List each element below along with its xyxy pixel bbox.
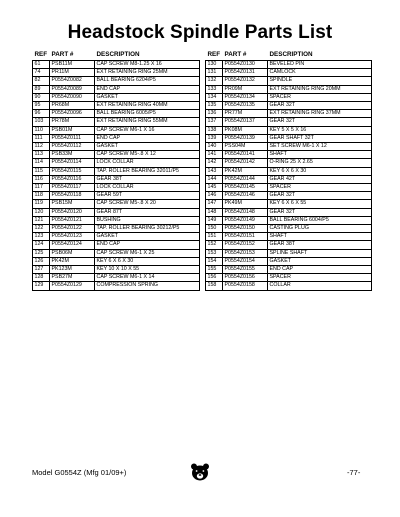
bear-head-icon [190,462,210,482]
table-row [33,257,200,265]
table-row [33,143,200,151]
part-number-cell: P0554Z0150 [223,225,268,233]
description-cell: LOCK COLLAR [95,184,200,192]
parts-table-left [32,51,200,291]
ref-cell: 148 [206,208,223,216]
table-row [33,151,200,159]
part-number-cell: PR09M [223,85,268,93]
part-number-cell: P0554Z0139 [223,134,268,142]
table-row [206,77,372,85]
ref-cell: 90 [33,93,50,101]
table-row [206,167,372,175]
description-cell: END CAP [95,85,200,93]
description-cell: CAP SCREW M6-1 X 16 [95,126,200,134]
ref-cell: 137 [206,118,223,126]
part-number-cell: PSB15M [50,200,95,208]
part-number-cell: PSS04M [223,143,268,151]
part-number-cell: PK42M [223,167,268,175]
ref-cell: 151 [206,233,223,241]
table-header [206,51,372,61]
table-row [33,85,200,93]
table-row [33,184,200,192]
table-row [33,266,200,274]
ref-cell: 124 [33,241,50,249]
ref-cell: 126 [33,257,50,265]
ref-cell: 141 [206,151,223,159]
ref-cell: 140 [206,143,223,151]
description-cell: GASKET [95,143,200,151]
table-row [206,266,372,274]
ref-cell: 155 [206,266,223,274]
description-cell: END CAP [95,241,200,249]
description-cell: GEAR 87T [95,208,200,216]
table-row [206,102,372,110]
table-row [206,143,372,151]
table-row [206,151,372,159]
description-cell: LOCK COLLAR [95,159,200,167]
description-cell: SPACER [268,274,372,282]
part-number-cell: P0554Z0118 [50,192,95,200]
part-number-cell: P0554Z0111 [50,134,95,142]
table-row [206,249,372,257]
table-row [33,216,200,224]
part-number-cell: P0554Z0151 [223,233,268,241]
ref-cell: 134 [206,93,223,101]
header-part: PART # [51,51,74,58]
table-row [33,102,200,110]
description-cell: GEAR 32T [268,102,372,110]
ref-cell: 89 [33,85,50,93]
table-row [33,225,200,233]
description-cell: SPINDLE [268,77,372,85]
part-number-cell: P0554Z0134 [223,93,268,101]
part-number-cell: P0554Z0158 [223,282,268,290]
part-number-cell: P0554Z0131 [223,69,268,77]
description-cell: CASTING PLUG [268,225,372,233]
table-row [206,233,372,241]
description-cell: EXT RETAINING RING 55MM [95,118,200,126]
part-number-cell: P0554Z0121 [50,216,95,224]
header-description: DESCRIPTION [96,51,140,58]
description-cell: SPLINE SHAFT [268,249,372,257]
table-row [33,126,200,134]
table-row [206,184,372,192]
part-number-cell: P0554Z0146 [223,192,268,200]
part-number-cell: P0554Z0153 [223,249,268,257]
ref-cell: 120 [33,208,50,216]
table-row [206,192,372,200]
ref-cell: 127 [33,266,50,274]
ref-cell: 145 [206,184,223,192]
ref-cell: 117 [33,184,50,192]
ref-cell: 118 [33,192,50,200]
part-number-cell: P0554Z0114 [50,159,95,167]
table-row [33,274,200,282]
part-number-cell: P0554Z0145 [223,184,268,192]
ref-cell: 150 [206,225,223,233]
table-row [206,216,372,224]
part-number-cell: PSB27M [50,274,95,282]
table-row [33,200,200,208]
description-cell: END CAP [268,266,372,274]
description-cell: GEAR 42T [268,175,372,183]
table-row [206,225,372,233]
description-cell: GEAR 38T [95,175,200,183]
part-number-cell: PR68M [50,102,95,110]
description-cell: KEY 6 X 6 X 30 [95,257,200,265]
part-number-cell: PK42M [50,257,95,265]
ref-cell: 122 [33,225,50,233]
table-row [33,241,200,249]
part-number-cell: PR77M [223,110,268,118]
ref-cell: 146 [206,192,223,200]
description-cell: SET SCREW M6-1 X 12 [268,143,372,151]
header-part: PART # [224,51,247,58]
description-cell: EXT RETAINING RING 25MM [95,69,200,77]
table-row [206,274,372,282]
description-cell: BUSHING [95,216,200,224]
ref-cell: 119 [33,200,50,208]
table-row [206,69,372,77]
part-number-cell: P0554Z0124 [50,241,95,249]
table-row [206,85,372,93]
ref-cell: 149 [206,216,223,224]
description-cell: GEAR 59T [95,192,200,200]
table-row [33,282,200,290]
table-row [33,118,200,126]
part-number-cell: P0554Z0149 [223,216,268,224]
part-number-cell: P0554Z0120 [50,208,95,216]
description-cell: COLLAR [268,282,372,290]
table-row [33,167,200,175]
table-row [206,175,372,183]
part-number-cell: P0554Z0152 [223,241,268,249]
ref-cell: 135 [206,102,223,110]
description-cell: GEAR SHAFT 32T [268,134,372,142]
part-number-cell: PR11M [50,69,95,77]
part-number-cell: P0554Z0090 [50,93,95,101]
description-cell: EXT RETAINING RING 20MM [268,85,372,93]
description-cell: CAP SCREW M5-.8 X 12 [95,151,200,159]
ref-cell: 153 [206,249,223,257]
part-number-cell: P0554Z0141 [223,151,268,159]
part-number-cell: P0554Z0144 [223,175,268,183]
table-row [33,134,200,142]
ref-cell: 82 [33,77,50,85]
description-cell: KEY 6 X 6 X 30 [268,167,372,175]
ref-cell: 74 [33,69,50,77]
part-number-cell: P0554Z0116 [50,175,95,183]
description-cell: GASKET [268,257,372,265]
table-row [33,77,200,85]
ref-cell: 143 [206,167,223,175]
ref-cell: 131 [206,69,223,77]
ref-cell: 110 [33,126,50,134]
table-row [206,241,372,249]
description-cell: CAP SCREW M6-1 X 25 [95,249,200,257]
part-number-cell: P0554Z0096 [50,110,95,118]
description-cell: BEVELED PIN [268,61,372,69]
part-number-cell: PK49M [223,200,268,208]
part-number-cell: P0554Z0132 [223,77,268,85]
ref-cell: 128 [33,274,50,282]
ref-cell: 61 [33,61,50,69]
table-row [206,134,372,142]
table-row [206,200,372,208]
ref-cell: 147 [206,200,223,208]
parts-table-right [205,51,372,291]
description-cell: SPACER [268,184,372,192]
part-number-cell: PSB33M [50,151,95,159]
ref-cell: 139 [206,134,223,142]
part-number-cell: P0554Z0082 [50,77,95,85]
description-cell: GASKET [95,233,200,241]
ref-cell: 154 [206,257,223,265]
part-number-cell: P0554Z0117 [50,184,95,192]
table-row [33,159,200,167]
table-row [33,249,200,257]
part-number-cell: P0554Z0089 [50,85,95,93]
table-row [206,110,372,118]
ref-cell: 132 [206,77,223,85]
description-cell: GEAR 32T [268,118,372,126]
parts-table-left-body [33,61,200,291]
part-number-cell: P0554Z0156 [223,274,268,282]
part-number-cell: P0554Z0123 [50,233,95,241]
ref-cell: 144 [206,175,223,183]
table-row [206,126,372,134]
description-cell: CAP SCREW M8-1.25 X 16 [95,61,200,69]
table-row [33,110,200,118]
part-number-cell: P0554Z0112 [50,143,95,151]
ref-cell: 130 [206,61,223,69]
description-cell: O-RING 25 X 2.65 [268,159,372,167]
table-row [33,233,200,241]
table-row [33,93,200,101]
table-row [33,61,200,69]
ref-cell: 113 [33,151,50,159]
header-ref: REF [207,51,221,58]
description-cell: GEAR 32T [268,192,372,200]
description-cell: BALL BEARING 6005/P5 [95,110,200,118]
ref-cell: 112 [33,143,50,151]
table-row [206,118,372,126]
part-number-cell: PSB11M [50,61,95,69]
description-cell: TAP. ROLLER BEARING 32011/P5 [95,167,200,175]
header-ref: REF [34,51,48,58]
description-cell: END CAP [95,134,200,142]
ref-cell: 133 [206,85,223,93]
description-cell: CAP SCREW M6-1 X 14 [95,274,200,282]
table-row [33,175,200,183]
description-cell: GEAR 38T [268,241,372,249]
page-number: -77- [347,468,361,477]
description-cell: EXT RETAINING RING 40MM [95,102,200,110]
part-number-cell: PSB01M [50,126,95,134]
description-cell: KEY 10 X 10 X 55 [95,266,200,274]
ref-cell: 158 [206,282,223,290]
ref-cell: 138 [206,126,223,134]
part-number-cell: P0554Z0155 [223,266,268,274]
part-number-cell: PR78M [50,118,95,126]
part-number-cell: PK08M [223,126,268,134]
ref-cell: 142 [206,159,223,167]
part-number-cell: P0554Z0122 [50,225,95,233]
part-number-cell: P0554Z0129 [50,282,95,290]
part-number-cell: PSB06M [50,249,95,257]
part-number-cell: P0554Z0137 [223,118,268,126]
part-number-cell: P0554Z0148 [223,208,268,216]
table-row [33,208,200,216]
description-cell: SHAFT [268,233,372,241]
header-description: DESCRIPTION [269,51,313,58]
ref-cell: 103 [33,118,50,126]
description-cell: CAP SCREW M5-.8 X 20 [95,200,200,208]
ref-cell: 123 [33,233,50,241]
part-number-cell: P0554Z0115 [50,167,95,175]
table-row [33,69,200,77]
description-cell: COMPRESSION SPRING [95,282,200,290]
ref-cell: 121 [33,216,50,224]
ref-cell: 96 [33,110,50,118]
ref-cell: 95 [33,102,50,110]
model-label: Model G0554Z (Mfg 01/09+) [32,468,127,477]
description-cell: GEAR 32T [268,208,372,216]
parts-table-right-body [206,61,372,291]
part-number-cell: P0554Z0154 [223,257,268,265]
table-row [206,282,372,290]
ref-cell: 125 [33,249,50,257]
part-number-cell: PK123M [50,266,95,274]
ref-cell: 156 [206,274,223,282]
description-cell: SPACER [268,93,372,101]
ref-cell: 114 [33,159,50,167]
description-cell: CAMLOCK [268,69,372,77]
description-cell: TAP. ROLLER BEARING 30212/P5 [95,225,200,233]
description-cell: SHAFT [268,151,372,159]
ref-cell: 116 [33,175,50,183]
ref-cell: 111 [33,134,50,142]
description-cell: GASKET [95,93,200,101]
table-row [206,93,372,101]
description-cell: KEY 6 X 6 X 55 [268,200,372,208]
table-row [33,192,200,200]
description-cell: BALL BEARING 6004/P5 [268,216,372,224]
table-row [206,61,372,69]
ref-cell: 115 [33,167,50,175]
table-row [206,257,372,265]
table-header [33,51,200,61]
table-row [206,208,372,216]
ref-cell: 152 [206,241,223,249]
table-row [206,159,372,167]
part-number-cell: P0554Z0135 [223,102,268,110]
ref-cell: 136 [206,110,223,118]
description-cell: EXT RETAINING RING 37MM [268,110,372,118]
ref-cell: 129 [33,282,50,290]
page-title: Headstock Spindle Parts List [67,22,333,43]
part-number-cell: P0554Z0142 [223,159,268,167]
description-cell: BALL BEARING 6204/P5 [95,77,200,85]
description-cell: KEY 5 X 5 X 16 [268,126,372,134]
part-number-cell: P0554Z0130 [223,61,268,69]
